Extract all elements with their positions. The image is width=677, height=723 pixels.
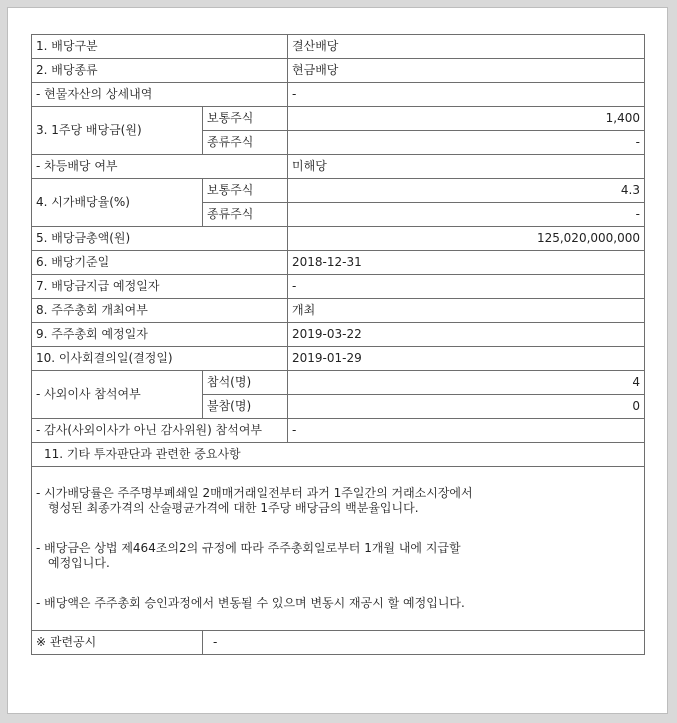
outside-directors-label: - 사외이사 참석여부 [32,371,203,419]
total-value: 125,020,000,000 [288,227,645,251]
differential-value: 미해당 [288,155,645,179]
row-notes [32,467,645,631]
differential-label: - 차등배당 여부 [32,155,288,179]
note-line: - 시가배당률은 주주명부폐쇄일 2매매거래일전부터 과거 1주일간의 거래소시장에서 [36,486,473,500]
row-board-date [32,347,645,371]
dps-common-value: 1,400 [288,107,645,131]
dividend-disclosure-table [31,34,645,655]
row-outside-directors-present [32,371,645,395]
yield-preferred-label: 종류주식 [203,203,288,227]
note-line: - 배당금은 상법 제464조의2의 규정에 따라 주주총회일로부터 1개월 내에 지급할 [36,541,461,555]
dividend-type-label: 1. 배당구분 [32,35,288,59]
other-matters-heading: 11. 기타 투자판단과 관련한 중요사항 [32,443,645,467]
dps-preferred-value: - [288,131,645,155]
board-date-label: 10. 이사회결의일(결정일) [32,347,288,371]
row-payment-date [32,275,645,299]
outside-directors-present-value: 4 [288,371,645,395]
row-dividend-kind [32,59,645,83]
agm-date-value: 2019-03-22 [288,323,645,347]
related-disclosure-label: ※ 관련공시 [32,631,203,655]
dps-common-label: 보통주식 [203,107,288,131]
row-in-kind-detail [32,83,645,107]
record-date-label: 6. 배당기준일 [32,251,288,275]
dividend-type-value: 결산배당 [288,35,645,59]
total-label: 5. 배당금총액(원) [32,227,288,251]
agm-held-value: 개최 [288,299,645,323]
in-kind-detail-label: - 현물자산의 상세내역 [32,83,288,107]
row-agm-held [32,299,645,323]
agm-held-label: 8. 주주총회 개최여부 [32,299,288,323]
row-yield-common [32,179,645,203]
note-line: - 배당액은 주주총회 승인과정에서 변동될 수 있으며 변동시 재공시 할 예정입니다. [36,596,465,610]
outside-directors-absent-value: 0 [288,395,645,419]
yield-label: 4. 시가배당율(%) [32,179,203,227]
row-dividend-type [32,35,645,59]
payment-date-label: 7. 배당금지급 예정일자 [32,275,288,299]
row-record-date [32,251,645,275]
board-date-value: 2019-01-29 [288,347,645,371]
row-dps-common [32,107,645,131]
row-total [32,227,645,251]
note-line: 예정입니다. [48,556,110,570]
payment-date-value: - [288,275,645,299]
other-matters-notes [32,467,645,631]
agm-date-label: 9. 주주총회 예정일자 [32,323,288,347]
note-line: 형성된 최종가격의 산술평균가격에 대한 1주당 배당금의 백분율입니다. [48,501,419,515]
row-auditor [32,419,645,443]
auditor-value: - [288,419,645,443]
dps-preferred-label: 종류주식 [203,131,288,155]
row-differential [32,155,645,179]
outside-directors-absent-label: 불참(명) [203,395,288,419]
outside-directors-present-label: 참석(명) [203,371,288,395]
note-item [36,596,640,611]
auditor-label: - 감사(사외이사가 아닌 감사위원) 참석여부 [32,419,288,443]
related-disclosure-value: - [203,631,645,655]
dividend-kind-value: 현금배당 [288,59,645,83]
record-date-value: 2018-12-31 [288,251,645,275]
row-other-heading [32,443,645,467]
note-item [36,486,640,516]
yield-common-value: 4.3 [288,179,645,203]
yield-preferred-value: - [288,203,645,227]
dps-label: 3. 1주당 배당금(원) [32,107,203,155]
row-agm-date [32,323,645,347]
note-item [36,541,640,571]
yield-common-label: 보통주식 [203,179,288,203]
row-related [32,631,645,655]
in-kind-detail-value: - [288,83,645,107]
dividend-kind-label: 2. 배당종류 [32,59,288,83]
